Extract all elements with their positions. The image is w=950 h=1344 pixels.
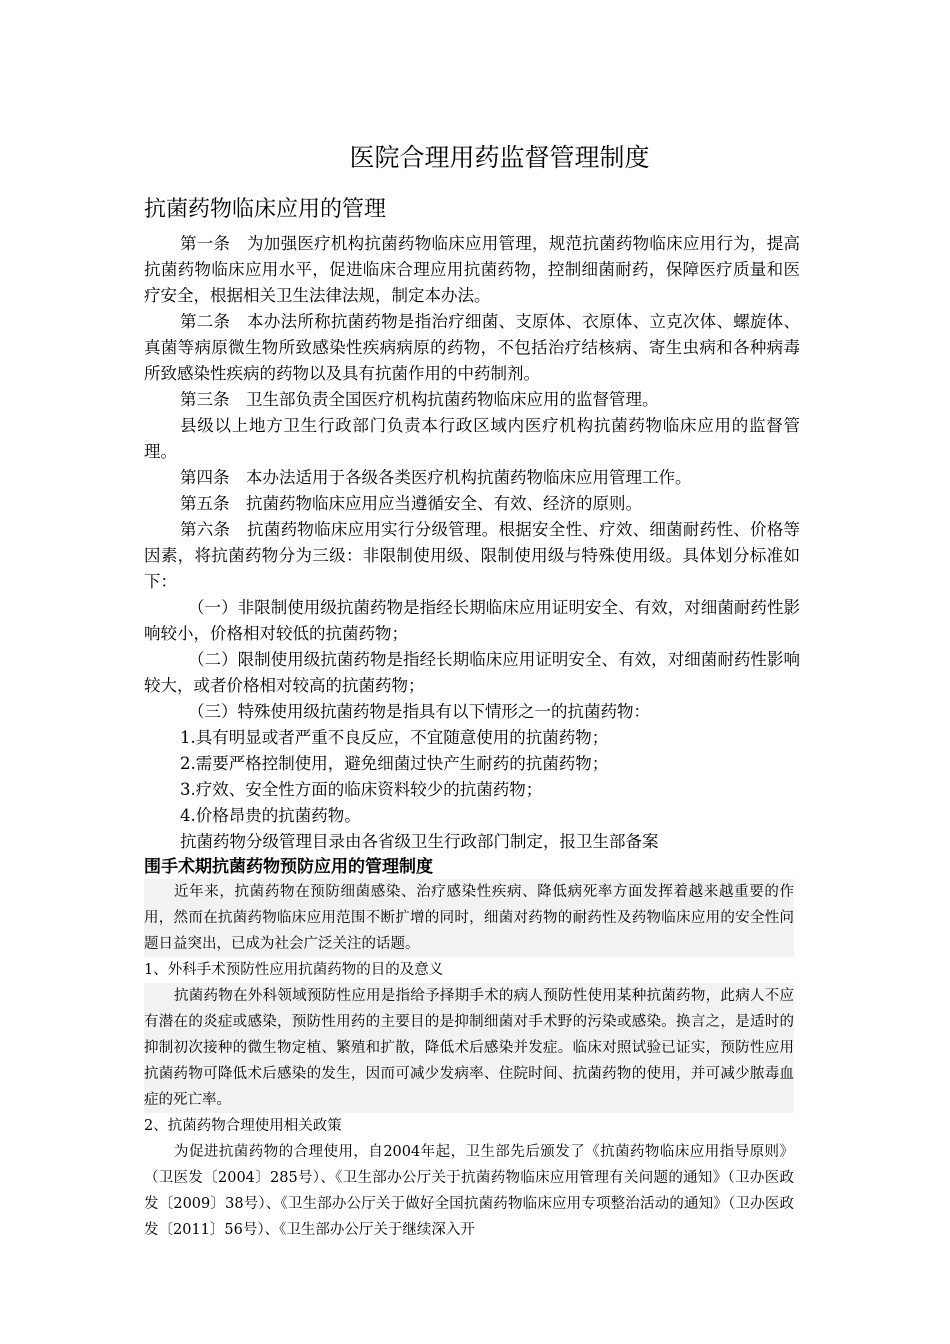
section2-intro-block (144, 879, 794, 957)
section2-sub2-block (144, 1113, 800, 1243)
section2-intro: 近年来，抗菌药物在预防细菌感染、治疗感染性疾病、降低病死率方面发挥着越来越重要的作用，然而在抗菌药物临床应用范围不断扩增的同时，细菌对药物的耐药性及药物临床应用的安全性问题日益突出，已成为社会广泛关注的话题。 (144, 884, 794, 952)
document-title: 医院合理用药监督管理制度 (349, 143, 650, 172)
article-1: 第一条 为加强医疗机构抗菌药物临床应用管理，规范抗菌药物临床应用行为，提高抗菌药物临床应用水平，促进临床合理应用抗菌药物，控制细菌耐药，保障医疗质量和医疗安全，根据相关卫生法律法规，制定本办法。 (144, 234, 800, 305)
list-item-3: 3.疗效、安全性方面的临床资料较少的抗菌药物； (180, 780, 543, 799)
subsection-policy-body: 为促进抗菌药物的合理使用，自2004年起，卫生部先后颁发了《抗菌药物临床应用指导原则》（卫医发〔2004〕285号）、《卫生部办公厅关于抗菌药物临床应用管理有关问题的通知》（卫办医政发〔2009〕38号）、《卫生部办公厅关于做好全国抗菌药物临床应用专项整治活动的通知》（卫办医政发〔2011〕56号）、《卫生部办公厅关于继续深入开 (144, 1144, 794, 1238)
article-2: 第二条 本办法所称抗菌药物是指治疗细菌、支原体、衣原体、立克次体、螺旋体、真菌等病原微生物所致感染性疾病病原的药物，不包括治疗结核病、寄生虫病和各种病毒所致感染性疾病的药物以及具有抗菌作用的中药制剂。 (144, 312, 800, 383)
list-item-4: 4.价格昂贵的抗菌药物。 (180, 806, 361, 825)
article-6-item-2: （二）限制使用级抗菌药物是指经长期临床应用证明安全、有效，对细菌耐药性影响较大，或者价格相对较高的抗菌药物； (144, 650, 800, 695)
article-6-item-1: （一）非限制使用级抗菌药物是指经长期临床应用证明安全、有效，对细菌耐药性影响较小，价格相对较低的抗菌药物； (144, 598, 800, 643)
article-5: 第五条 抗菌药物临床应用应当遵循安全、有效、经济的原则。 (180, 494, 642, 513)
section-heading-perioperative: 围手术期抗菌药物预防应用的管理制度 (144, 857, 433, 877)
subsection-heading-purpose: 1、外科手术预防性应用抗菌药物的目的及意义 (144, 962, 444, 978)
list-item-1: 1.具有明显或者严重不良反应，不宜随意使用的抗菌药物； (180, 728, 609, 747)
section-heading-antibacterial-management: 抗菌药物临床应用的管理 (144, 197, 387, 222)
section2-sub1-heading-block (144, 957, 800, 983)
list-item-2: 2.需要严格控制使用，避免细菌过快产生耐药的抗菌药物； (180, 754, 609, 773)
subsection-purpose-body: 抗菌药物在外科领域预防性应用是指给予择期手术的病人预防性使用某种抗菌药物，此病人不应有潜在的炎症或感染，预防性用药的主要目的是抑制细菌对手术野的污染或感染。换言之，是适时的抑制初次接种的微生物定植、繁殖和扩散，降低术后感染并发症。临床对照试验已证实，预防性应用抗菌药物可降低术后感染的发生，因而可减少发病率、住院时间、抗菌药物的使用，并可减少脓毒血症的死亡率。 (144, 988, 794, 1108)
article-3-cont: 县级以上地方卫生行政部门负责本行政区域内医疗机构抗菌药物临床应用的监督管理。 (144, 416, 800, 461)
catalog-note: 抗菌药物分级管理目录由各省级卫生行政部门制定，报卫生部备案 (180, 832, 659, 851)
article-6-item-3: （三）特殊使用级抗菌药物是指具有以下情形之一的抗菌药物： (188, 702, 650, 721)
section2-sub1-body-block (144, 983, 794, 1113)
section1-body (144, 231, 800, 855)
article-3: 第三条 卫生部负责全国医疗机构抗菌药物临床应用的监督管理。 (180, 390, 659, 409)
subsection-heading-policy: 2、抗菌药物合理使用相关政策 (144, 1118, 342, 1134)
article-6: 第六条 抗菌药物临床应用实行分级管理。根据安全性、疗效、细菌耐药性、价格等因素，将抗菌药物分为三级：非限制使用级、限制使用级与特殊使用级。具体划分标准如下： (144, 520, 800, 591)
article-4: 第四条 本办法适用于各级各类医疗机构抗菌药物临床应用管理工作。 (180, 468, 692, 487)
